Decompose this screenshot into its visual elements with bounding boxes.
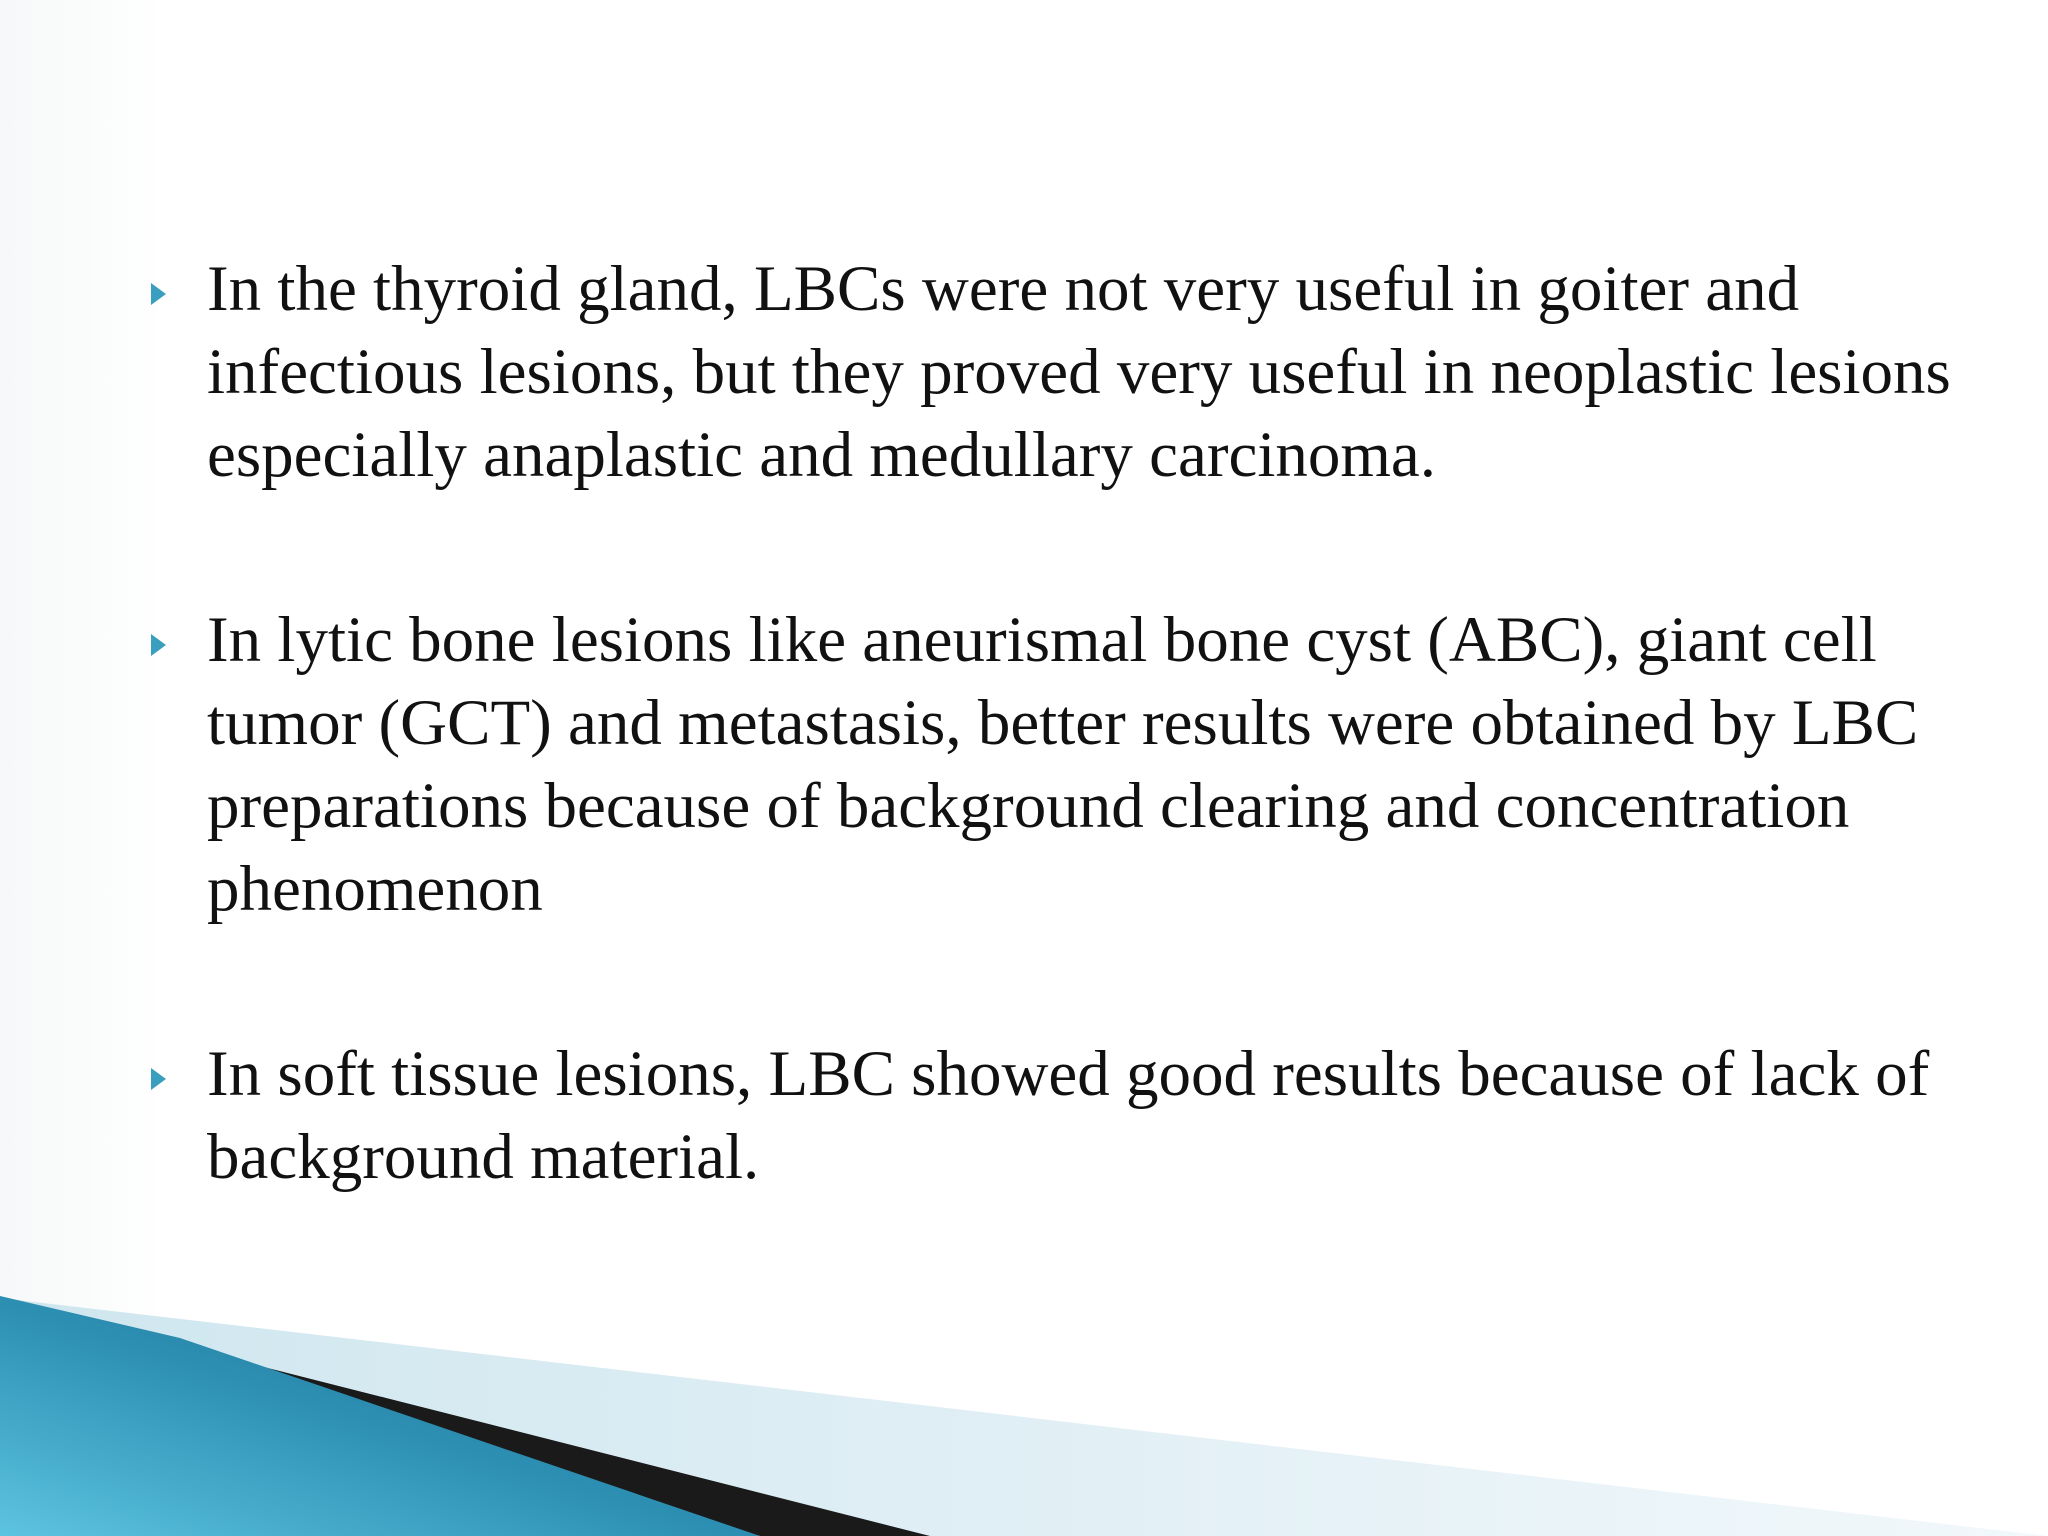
bullet-text: In soft tissue lesions, LBC showed good results because of lack of background material. [207,1038,1930,1193]
bullet-item-soft-tissue [145,1033,1995,1199]
triangle-right-icon [151,1068,166,1090]
bullet-text: In the thyroid gland, LBCs were not very useful in goiter and infectious lesions, but they proved very useful in neoplastic lesions especially anaplastic and medullary carcinoma. [207,253,1951,491]
bullet-item-bone-lesions [145,599,1995,931]
bullet-text: In lytic bone lesions like aneurismal bone cyst (ABC), giant cell tumor (GCT) and metastasis, better results were obtained by LBC preparations because of background clearing and concentration phenomenon [207,604,1919,925]
bullet-item-thyroid [145,248,1995,497]
triangle-right-icon [151,283,166,305]
bullet-list [145,248,1995,1199]
triangle-right-icon [151,634,166,656]
